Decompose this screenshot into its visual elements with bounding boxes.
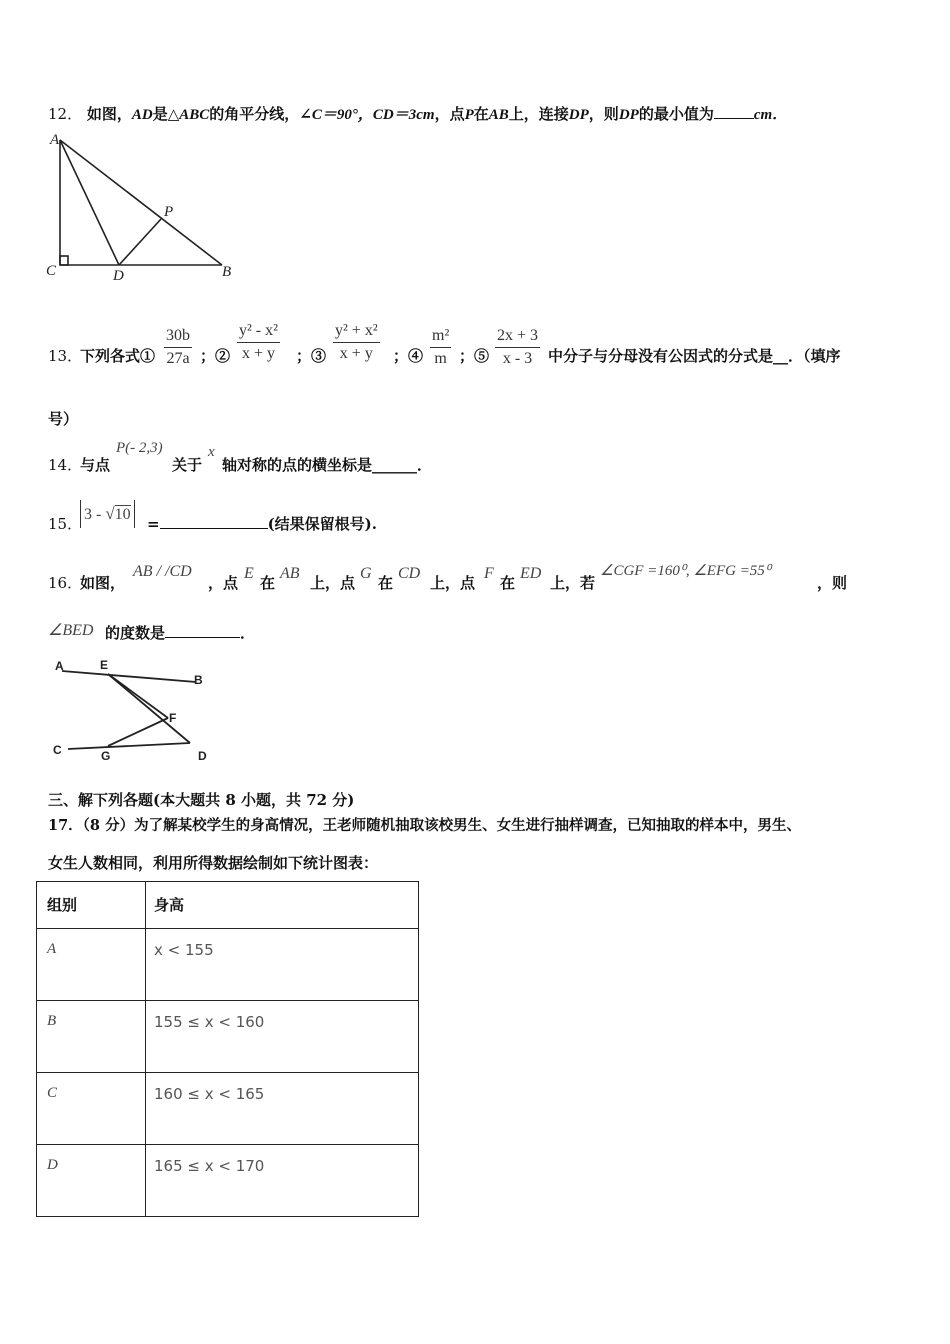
q13-sep-3: ；③ — [296, 347, 327, 365]
table-header-group: 组别 — [37, 882, 146, 929]
q12-label-a: A — [50, 132, 60, 148]
q16-text-f: 上，点 — [430, 574, 476, 592]
q13-sep-5: ；⑤ — [459, 347, 490, 365]
q17-line-1: 17．（8 分）为了解某校学生的身高情况，王老师随机抽取该校男生、女生进行抽样调查，已知抽取的样本中，男生、 — [48, 817, 802, 834]
table-cell-group: A — [37, 929, 146, 1001]
q13-f5-num: 2x + 3 — [495, 325, 540, 348]
q16-e: E — [244, 565, 254, 582]
q14-point: P(- 2,3) — [116, 440, 163, 456]
q16-label-a: A — [55, 659, 64, 673]
table-row — [37, 1073, 419, 1145]
q16-text-i: ，则 — [817, 574, 848, 592]
q12-text-d: ，点 — [434, 105, 465, 123]
q12-abc: ABC — [179, 107, 210, 123]
q16-text-d: 上，点 — [310, 574, 356, 592]
table-row — [37, 1145, 419, 1217]
q16-answer-blank — [165, 637, 240, 638]
q13-f2-num: y² - x² — [237, 320, 280, 343]
q17-line-2: 女生人数相同，利用所得数据绘制如下统计图表： — [48, 854, 379, 872]
question-12 — [48, 103, 787, 124]
q13-f1-num: 30b — [164, 325, 192, 348]
q12-ad: AD — [131, 107, 153, 123]
q16-angle-bed: ∠BED — [48, 622, 94, 639]
q12-text-g: ，则 — [588, 105, 619, 123]
q13-f2-den: x + y — [241, 345, 275, 362]
q15-tail: (结果保留根号). — [267, 515, 377, 533]
q16-text-j — [105, 622, 255, 643]
q12-label-p: P — [164, 204, 174, 220]
q13-tail: 中分子与分母没有公因式的分式是__．（填序 — [548, 347, 841, 365]
q16-end: ． — [240, 624, 256, 642]
q16-text-a: 如图， — [80, 574, 126, 592]
q12-answer-blank — [714, 118, 754, 119]
q16-angles: ∠CGF =160⁰, ∠EFG =55⁰ — [600, 563, 771, 579]
q13-f4-num: m² — [430, 325, 451, 348]
q13-f3-num: y² + x² — [333, 320, 380, 343]
q16-label-c: C — [53, 743, 62, 757]
q15-answer-blank — [160, 528, 268, 529]
q16-text-h: 上，若 — [550, 574, 596, 592]
q12-c90: C＝90°， — [311, 107, 373, 123]
q12-unit: cm． — [753, 107, 788, 123]
q16-label-g: G — [101, 749, 111, 763]
q16-parallel-lines-figure — [46, 652, 226, 767]
q13-number: 13． — [48, 347, 83, 365]
q16-text-e: 在 — [378, 574, 394, 592]
sqrt-icon: √ — [105, 504, 115, 523]
height-group-table — [36, 881, 419, 1217]
table-cell-height: 155 ≤ x < 160 — [146, 1001, 419, 1073]
table-header-height: 身高 — [146, 882, 419, 929]
q16-cd: CD — [398, 565, 421, 582]
q12-text-c: 的角平分线，∠ — [209, 105, 312, 123]
q14-text-b: 关于 — [172, 456, 203, 474]
q13-fraction-5 — [495, 325, 540, 370]
table-cell-height: x < 155 — [146, 929, 419, 1001]
q14-number: 14． — [48, 456, 83, 474]
table-cell-group: B — [37, 1001, 146, 1073]
q13-sep-4: ；④ — [393, 347, 424, 365]
q13-tail-2: 号） — [48, 410, 79, 428]
q12-text-h: 的最小值为 — [638, 105, 714, 123]
q13-fraction-3 — [333, 320, 380, 365]
q16-number: 16． — [48, 574, 83, 592]
q12-label-b: B — [222, 264, 232, 280]
q12-dp: DP — [568, 107, 589, 123]
q16-g: G — [360, 565, 372, 582]
q15-equals: = — [147, 515, 160, 533]
q15-abs-expression — [80, 500, 135, 528]
q13-f4-den: m — [434, 350, 447, 367]
q13-fraction-2 — [237, 320, 280, 365]
q12-ab: AB — [488, 107, 509, 123]
q12-p: P — [464, 107, 474, 123]
q16-text-c: 在 — [260, 574, 276, 592]
q13-lead: 下列各式① — [80, 347, 156, 365]
q12-text-e: 在 — [473, 105, 489, 123]
table-row — [37, 1001, 419, 1073]
q15-expr-b: 10 — [114, 506, 131, 523]
q12-number: 12． — [48, 105, 83, 123]
section-3-title: 三、解下列各题(本大题共 8 小题，共 72 分) — [48, 791, 355, 809]
q15-text — [147, 513, 377, 534]
q16-label-f: F — [169, 711, 177, 725]
q13-sep-2: ；② — [200, 347, 231, 365]
q13-f3-den: x + y — [339, 345, 373, 362]
q16-label-b: B — [194, 673, 203, 687]
q12-triangle-figure — [40, 128, 250, 288]
q12-text-f: 上，连接 — [508, 105, 569, 123]
q16-label-d: D — [198, 749, 207, 763]
q14-text-c: 轴对称的点的横坐标是______． — [222, 456, 433, 474]
table-row — [37, 929, 419, 1001]
table-cell-group: C — [37, 1073, 146, 1145]
q14-axis: x — [208, 444, 215, 460]
q13-f1-den: 27a — [166, 350, 190, 367]
q13-f5-den: x - 3 — [502, 350, 533, 367]
table-header-row — [37, 882, 419, 929]
q12-dp2: DP — [618, 107, 639, 123]
q16-ab: AB — [280, 565, 300, 582]
table-cell-height: 165 ≤ x < 170 — [146, 1145, 419, 1217]
q12-label-d: D — [113, 268, 124, 284]
q15-number: 15． — [48, 515, 83, 533]
q12-text-b: 是△ — [152, 105, 180, 123]
q16-f: F — [484, 565, 494, 582]
table-cell-height: 160 ≤ x < 165 — [146, 1073, 419, 1145]
q12-cd: CD＝3cm — [372, 107, 435, 123]
q16-text-g: 在 — [500, 574, 516, 592]
q16-text-j-label: 的度数是 — [105, 624, 166, 642]
q16-label-e: E — [100, 658, 109, 672]
q15-expr-a: 3 - — [84, 506, 102, 523]
table-cell-group: D — [37, 1145, 146, 1217]
q16-ed: ED — [520, 565, 542, 582]
q16-parallel: AB / /CD — [133, 563, 192, 580]
q13-fraction-4 — [430, 325, 451, 370]
q12-text-a: 如图， — [86, 105, 132, 123]
q12-label-c: C — [46, 263, 57, 279]
q13-fraction-1 — [164, 325, 192, 370]
q14-text-a: 与点 — [80, 456, 111, 474]
q16-text-b: ，点 — [208, 574, 239, 592]
